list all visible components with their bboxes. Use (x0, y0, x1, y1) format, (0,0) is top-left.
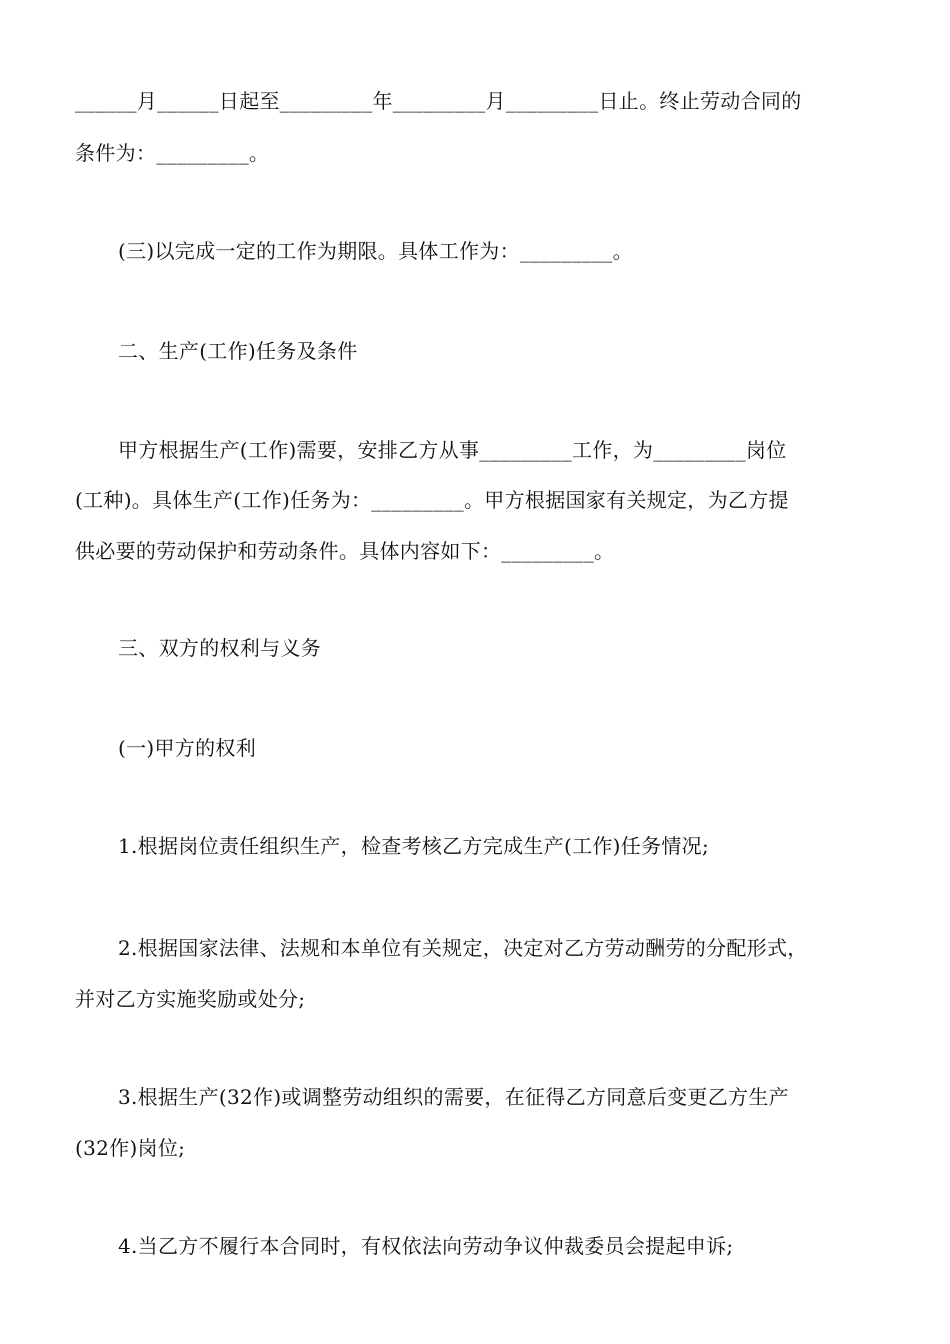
text-line-clause-three: (三)以完成一定的工作为期限。具体工作为：_________。 (118, 239, 633, 263)
text-line-work-assignment: 甲方根据生产(工作)需要，安排乙方从事_________工作，为_________岗位 (118, 438, 787, 462)
list-item-3: 3.根据生产(32作)或调整劳动组织的需要，在征得乙方同意后变更乙方生产 (118, 1085, 789, 1109)
section-heading-production-tasks: 二、生产(工作)任务及条件 (118, 339, 358, 363)
list-item-2-continued: 并对乙方实施奖励或处分; (75, 987, 306, 1011)
text-line-termination-conditions: 条件为：_________。 (75, 141, 270, 165)
list-item-4: 4.当乙方不履行本合同时，有权依法向劳动争议仲裁委员会提起申诉; (118, 1234, 734, 1258)
subsection-heading-party-a-rights: (一)甲方的权利 (118, 736, 257, 760)
list-item-1: 1.根据岗位责任组织生产，检查考核乙方完成生产(工作)任务情况; (118, 834, 710, 858)
text-line-specific-tasks: (工种)。具体生产(工作)任务为：_________。甲方根据国家有关规定，为乙方提 (75, 488, 789, 512)
section-heading-rights-obligations: 三、双方的权利与义务 (118, 636, 321, 660)
text-line-term-dates: ______月______日起至_________年_________月_________日止。终止劳动合同的 (75, 89, 802, 113)
text-line-labor-protection: 供必要的劳动保护和劳动条件。具体内容如下：_________。 (75, 539, 615, 563)
list-item-3-continued: (32作)岗位; (75, 1136, 186, 1160)
list-item-2: 2.根据国家法律、法规和本单位有关规定，决定对乙方劳动酬劳的分配形式， (118, 936, 808, 960)
